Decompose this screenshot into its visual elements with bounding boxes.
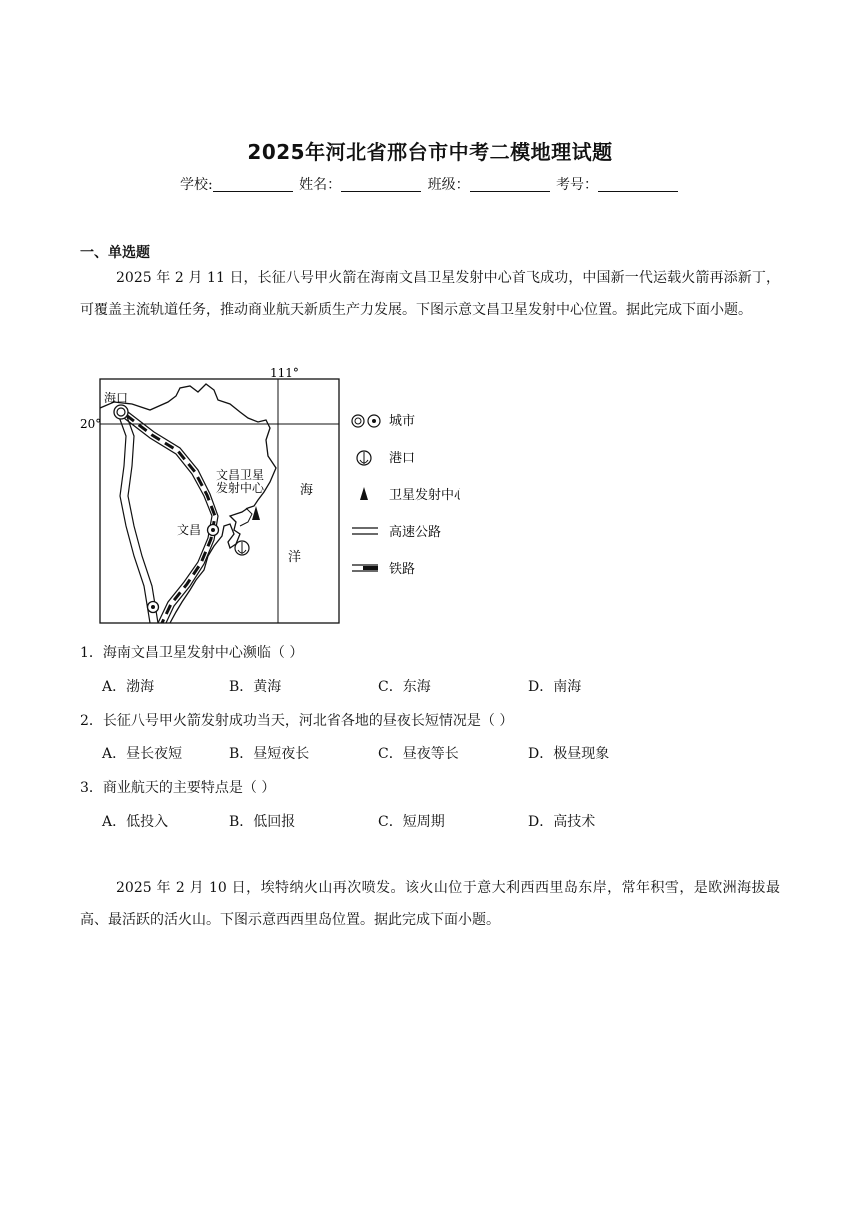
question-1-stem: 1．海南文昌卫星发射中心濒临（ ） — [80, 645, 304, 661]
question-2-option-c[interactable]: C．昼夜等长 — [378, 746, 459, 762]
sea-label-2: 洋 — [288, 550, 302, 565]
name-label: 姓名： — [299, 177, 342, 193]
class-label: 班级： — [427, 177, 470, 193]
question-3-option-b[interactable]: B．低回报 — [229, 814, 296, 830]
school-blank[interactable] — [213, 177, 293, 192]
school-label: 学校: — [179, 177, 213, 193]
map-legend — [352, 414, 460, 577]
question-2-option-d[interactable]: D．极昼现象 — [528, 746, 610, 762]
sea-label-1: 海 — [300, 483, 314, 498]
page-title: 2025年河北省邢台市中考二模地理试题 — [247, 140, 613, 164]
question-3-option-c[interactable]: C．短周期 — [378, 814, 445, 830]
legend-launch-label: 卫星发射中心 — [389, 488, 460, 503]
passage-2 — [80, 872, 780, 936]
haikou-label: 海口 — [104, 391, 129, 405]
exam-no-label: 考号： — [556, 177, 599, 193]
question-2-option-a[interactable]: A．昼长夜短 — [102, 746, 183, 762]
class-blank[interactable] — [470, 177, 550, 192]
question-2-option-b[interactable]: B．昼短夜长 — [229, 746, 310, 762]
legend-highway-label: 高速公路 — [389, 525, 442, 540]
legend-city-label: 城市 — [389, 414, 416, 429]
legend-port-label: 港口 — [389, 451, 416, 466]
question-3-option-d[interactable]: D．高技术 — [528, 814, 596, 830]
name-blank[interactable] — [341, 177, 421, 192]
question-1-option-b[interactable]: B．黄海 — [229, 679, 282, 695]
passage-1 — [80, 262, 780, 326]
exam-no-blank[interactable] — [598, 177, 678, 192]
question-3-option-a[interactable]: A．低投入 — [102, 814, 169, 830]
question-1-option-c[interactable]: C．东海 — [378, 679, 431, 695]
legend-railway-label: 铁路 — [389, 562, 416, 577]
launch-center-label-2: 发射中心 — [216, 481, 265, 495]
question-1-option-a[interactable]: A．渤海 — [102, 679, 155, 695]
question-3-stem: 3．商业航天的主要特点是（ ） — [80, 780, 276, 796]
section-heading: 一、单选题 — [80, 245, 150, 261]
passage-1-text: 2025 年 2 月 11 日，长征八号甲火箭在海南文昌卫星发射中心首飞成功，中国新一代运载火箭再添新丁，可覆盖主流轨道任务，推动商业航天新质生产力发展。下图示意文昌卫星发射中心位置。据此完成下面小题。 — [80, 270, 780, 318]
wenchang-label: 文昌 — [177, 523, 202, 537]
latitude-label: 20° — [80, 417, 102, 431]
question-2-stem: 2．长征八号甲火箭发射成功当天，河北省各地的昼夜长短情况是（ ） — [80, 713, 514, 729]
question-1-option-d[interactable]: D．南海 — [528, 679, 582, 695]
student-info-line — [0, 174, 860, 194]
longitude-label: 111° — [270, 366, 299, 380]
wenchang-location-map — [80, 366, 460, 632]
launch-center-label-1: 文昌卫星 — [216, 468, 265, 482]
passage-2-text: 2025 年 2 月 10 日，埃特纳火山再次喷发。该火山位于意大利西西里岛东岸，常年积雪，是欧洲海拔最高、最活跃的活火山。下图示意西西里岛位置。据此完成下面小题。 — [80, 880, 780, 928]
